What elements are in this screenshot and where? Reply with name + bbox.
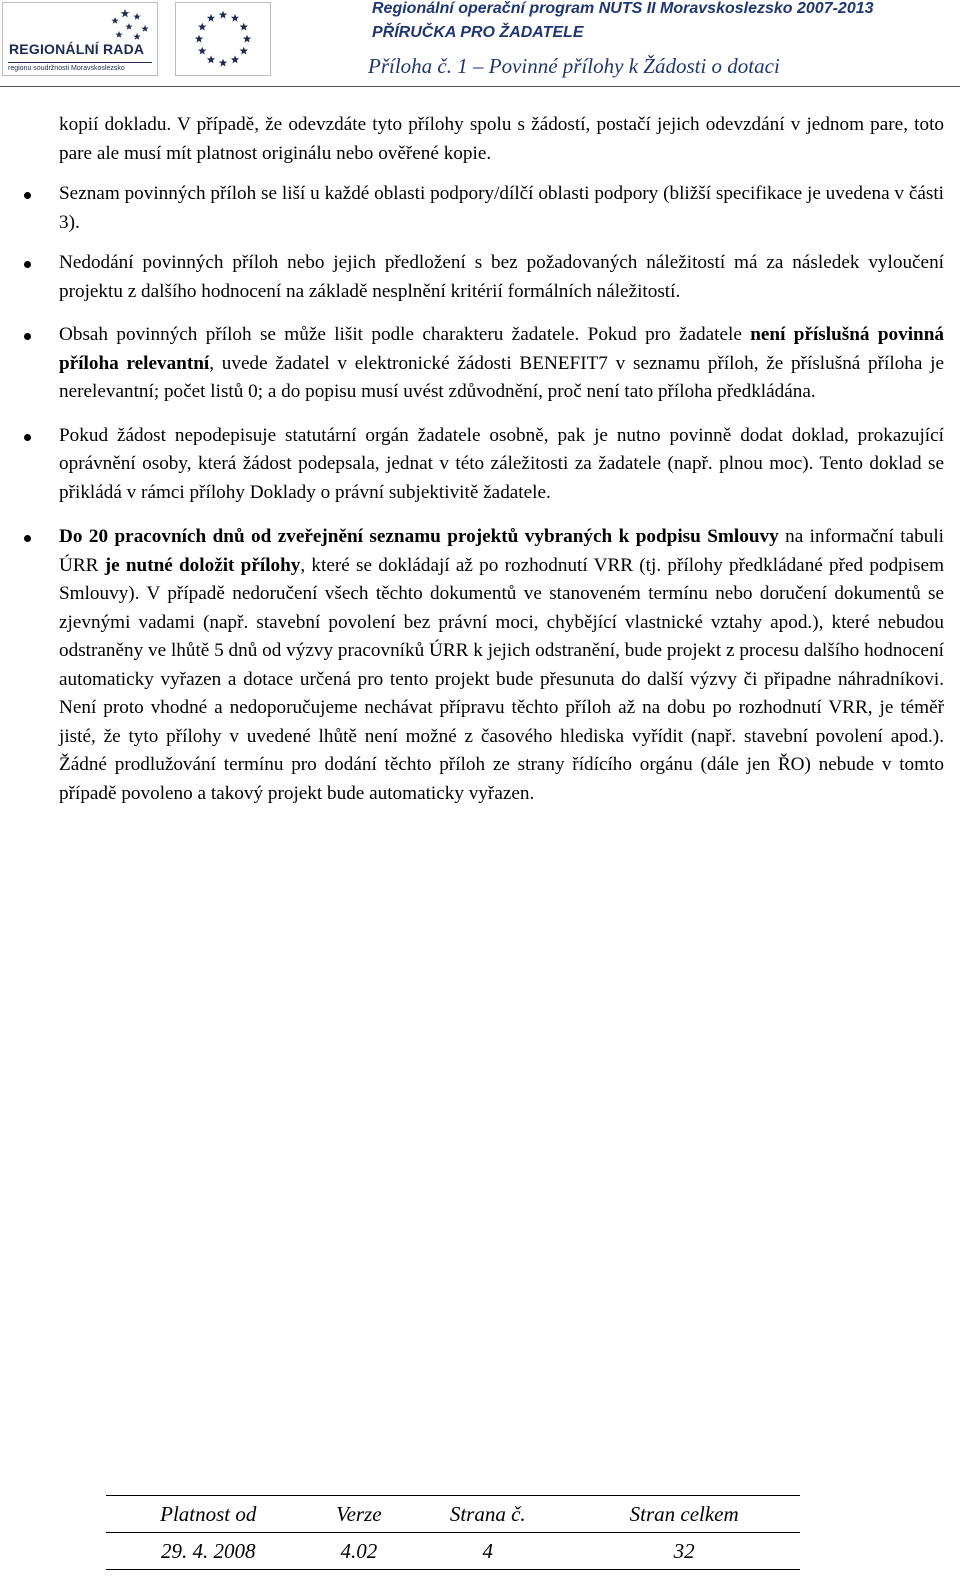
bullet-icon xyxy=(24,261,31,268)
star-icon xyxy=(207,14,215,22)
list-item xyxy=(59,249,944,306)
intro-paragraph: kopií dokladu. V případě, že odevzdáte tyto přílohy spolu s žádostí, postačí jejich odevzdání v jednom pare, toto pare ale musí mít platnost originálu nebo ověřené kopie. xyxy=(59,114,944,164)
page-header xyxy=(0,0,960,92)
list-item-emphasis: není příslušná povinná příloha relevantní xyxy=(59,324,944,374)
eu-flag-icon xyxy=(175,2,271,76)
page-body xyxy=(59,111,944,808)
star-icon xyxy=(231,14,239,22)
footer-label-valid-from: Platnost od xyxy=(106,1496,311,1533)
list-item-text: Pokud žádost nepodepisuje statutární orgán žadatele osobně, pak je nutno povinně dodat doklad, prokazující oprávnění osoby, která žádost podepsala, jednat v této záležitosti za žadatele (např. plnou moc). Tento doklad se přikládá v rámci přílohy Doklady o právní subjektivitě žadatele. xyxy=(59,424,944,503)
star-icon xyxy=(243,35,251,43)
logo-title: REGIONÁLNÍ RADA xyxy=(9,41,145,57)
list-item-text: na informační tabuli ÚRR xyxy=(59,526,944,576)
list-item-emphasis: Do 20 pracovních dnů od zveřejnění seznamu projektů vybraných k podpisu Smlouvy xyxy=(59,526,779,547)
header-annex-title: Příloha č. 1 – Povinné přílohy k Žádosti o dotaci xyxy=(368,54,780,78)
footer-value-version: 4.02 xyxy=(311,1533,408,1570)
footer-label-total-pages: Stran celkem xyxy=(568,1496,800,1533)
regionalni-rada-logo xyxy=(2,2,158,76)
header-divider xyxy=(0,86,960,87)
star-icon xyxy=(198,47,206,55)
bullet-list xyxy=(59,180,944,808)
list-item xyxy=(59,422,944,508)
star-icon xyxy=(195,35,203,43)
list-item xyxy=(59,180,944,237)
star-icon xyxy=(240,47,248,55)
stars-icon xyxy=(99,7,155,43)
list-item-text: , uvede žadatel v elektronické žádosti BENEFIT7 v seznamu příloh, že příslušná příloha je nerelevantní; počet listů 0; a do popisu musí uvést zdůvodnění, proč není tato příloha předkládána. xyxy=(59,352,945,402)
header-program: Regionální operační program NUTS II Moravskoslezsko 2007-2013 xyxy=(372,0,874,17)
logo-subtitle: regionu soudržnosti Moravskoslezsko xyxy=(8,62,152,72)
list-item xyxy=(59,523,944,808)
footer-value-total-pages: 32 xyxy=(568,1533,800,1570)
bullet-icon xyxy=(24,192,31,199)
list-item-text: Seznam povinných příloh se liší u každé oblasti podpory/dílčí oblasti podpory (bližší specifikace je uvedena v části 3). xyxy=(59,183,944,233)
star-icon xyxy=(198,23,206,31)
header-handbook: PŘÍRUČKA PRO ŽADATELE xyxy=(372,24,584,41)
star-icon xyxy=(219,11,227,19)
list-item-emphasis: je nutné doložit přílohy xyxy=(104,554,301,576)
star-icon xyxy=(231,55,239,63)
footer-label-page: Strana č. xyxy=(407,1496,568,1533)
list-item xyxy=(59,321,944,407)
footer-table xyxy=(106,1495,800,1570)
bullet-icon xyxy=(24,535,31,542)
star-icon xyxy=(207,55,215,63)
star-icon xyxy=(240,23,248,31)
list-item-text: Obsah povinných příloh se může lišit podle charakteru žadatele. Pokud pro žadatele xyxy=(59,324,751,345)
star-icon xyxy=(219,59,227,67)
footer-label-version: Verze xyxy=(311,1496,408,1533)
footer-value-valid-from: 29. 4. 2008 xyxy=(106,1533,311,1570)
page-footer xyxy=(106,1495,800,1567)
footer-value-page: 4 xyxy=(407,1533,568,1570)
bullet-icon xyxy=(24,333,31,340)
list-item-text: , které se dokládají až po rozhodnutí VRR (tj. přílohy předkládané před podpisem Smlouvy). V případě nedoručení všech těchto dokumentů ve stanoveném termínu nebo doručení dokumentů se zjevnými vadami (např. stavební povolení bez právní moci, chybějící vlastnické vztahy apod.), které nebudou odstraněny ve lhůtě 5 dnů od výzvy pracovníků ÚRR k jejich odstranění, bude projekt z procesu dalšího hodnocení automaticky vyřazen a dotace určená pro tento projekt bude přesunuta do další výzvy či připadne náhradníkovi. Není proto vhodné a nedoporučujeme nechávat přípravu těchto příloh až na dobu po rozhodnutí VRR, je téměř jisté, že tyto přílohy v uvedené lhůtě není možné z časového hlediska vyřídit (např. stavební povolení apod.). Žádné prodlužování termínu pro dodání těchto příloh ze strany řídícího orgánu (dále jen ŘO) nebude v tomto případě povoleno a takový projekt bude automaticky vyřazen. xyxy=(59,554,944,804)
bullet-icon xyxy=(24,434,31,441)
list-item-text: Nedodání povinných příloh nebo jejich předložení s bez požadovaných náležitostí má za následek vyloučení projektu z dalšího hodnocení na základě nesplnění kritérií formálních náležitostí. xyxy=(59,252,944,302)
